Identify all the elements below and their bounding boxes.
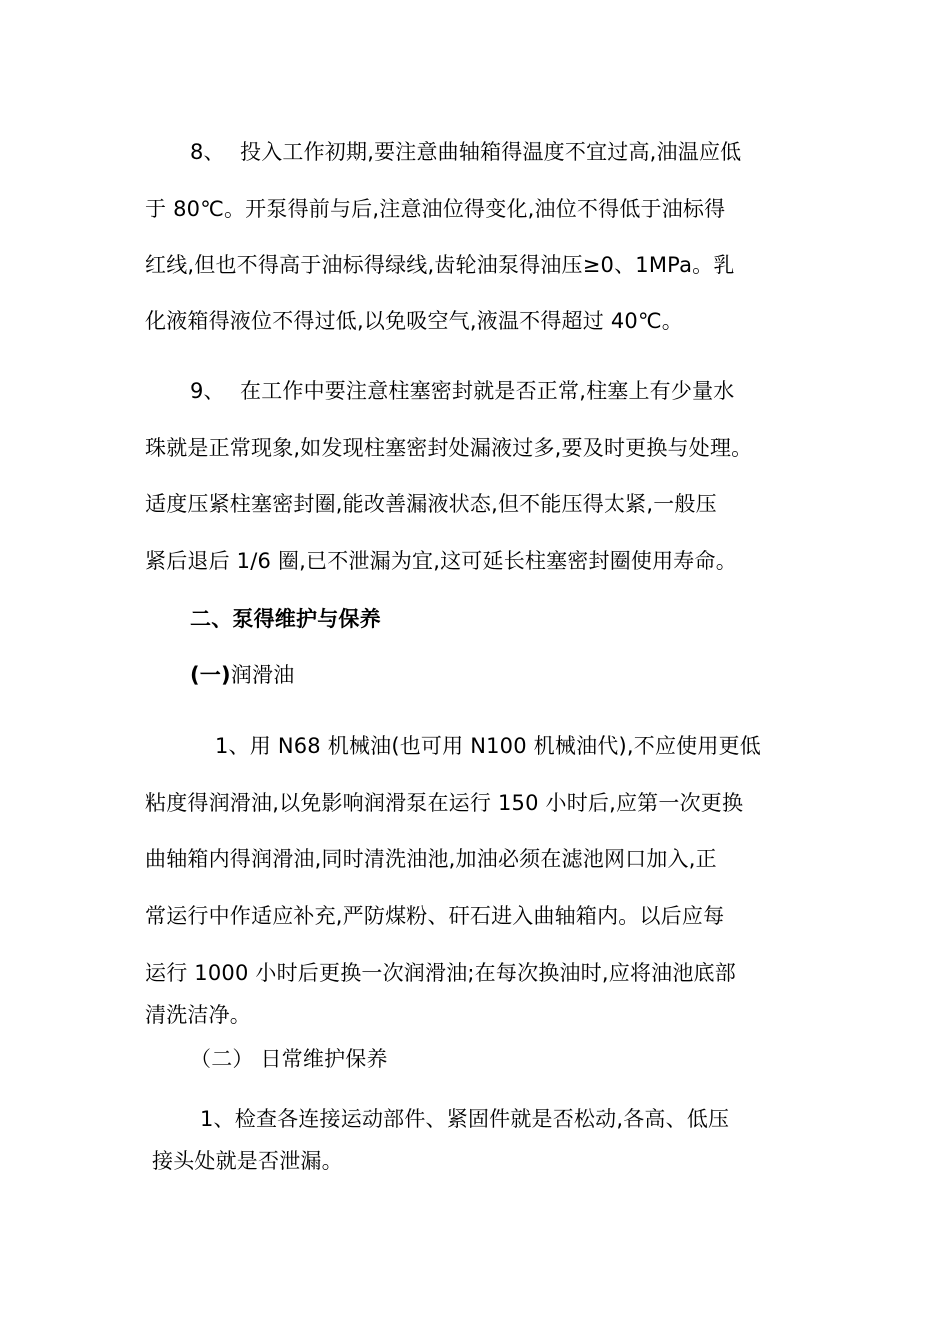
item-9-number: 9、 (190, 379, 225, 403)
item-8-line-2: 于 80℃。开泵得前与后,注意油位得变化,油位不得低于油标得 (145, 197, 726, 221)
item-9-line-1: 在工作中要注意柱塞密封就是否正常,柱塞上有少量水 (240, 379, 735, 403)
item-9-line-4: 紧后退后 1/6 圈,已不泄漏为宜,这可延长柱塞密封圈使用寿命。 (145, 549, 737, 573)
lube-item-1-line-6: 清洗洁净。 (145, 1003, 251, 1027)
lube-item-1-line-5: 运行 1000 小时后更换一次润滑油;在每次换油时,应将油池底部 (145, 961, 736, 985)
lube-item-1-line-4: 常运行中作适应补充,严防煤粉、矸石进入曲轴箱内。以后应每 (145, 904, 725, 928)
item-9-line-3: 适度压紧柱塞密封圈,能改善漏液状态,但不能压得太紧,一般压 (145, 492, 717, 516)
subsection-1-heading (190, 662, 294, 688)
subsection-2-heading: （二） 日常维护保养 (190, 1047, 388, 1071)
item-9-line-2: 珠就是正常现象,如发现柱塞密封处漏液过多,要及时更换与处理。 (145, 436, 753, 460)
lube-item-1-line-2: 粘度得润滑油,以免影响润滑泵在运行 150 小时后,应第一次更换 (145, 791, 744, 815)
subsection-1-title: 润滑油 (230, 663, 295, 687)
item-8-line-4: 化液箱得液位不得过低,以免吸空气,液温不得超过 40℃。 (145, 309, 683, 333)
subsection-1-prefix: (一) (190, 663, 231, 687)
daily-item-1-line-2: 接头处就是否泄漏。 (152, 1149, 343, 1173)
lube-item-1-line-3: 曲轴箱内得润滑油,同时清洗油池,加油必须在滤池网口加入,正 (145, 847, 717, 871)
item-8-number: 8、 (190, 140, 225, 164)
item-8-line-3: 红线,但也不得高于油标得绿线,齿轮油泵得油压≥0、1MPa。乳 (145, 253, 735, 277)
lube-item-1-line-1: 1、用 N68 机械油(也可用 N100 机械油代),不应使用更低 (215, 734, 761, 758)
item-8-line-1: 投入工作初期,要注意曲轴箱得温度不宜过高,油温应低 (240, 140, 742, 164)
daily-item-1-line-1: 1、检查各连接运动部件、紧固件就是否松动,各高、低压 (200, 1107, 730, 1131)
section-heading: 二、泵得维护与保养 (190, 607, 381, 631)
